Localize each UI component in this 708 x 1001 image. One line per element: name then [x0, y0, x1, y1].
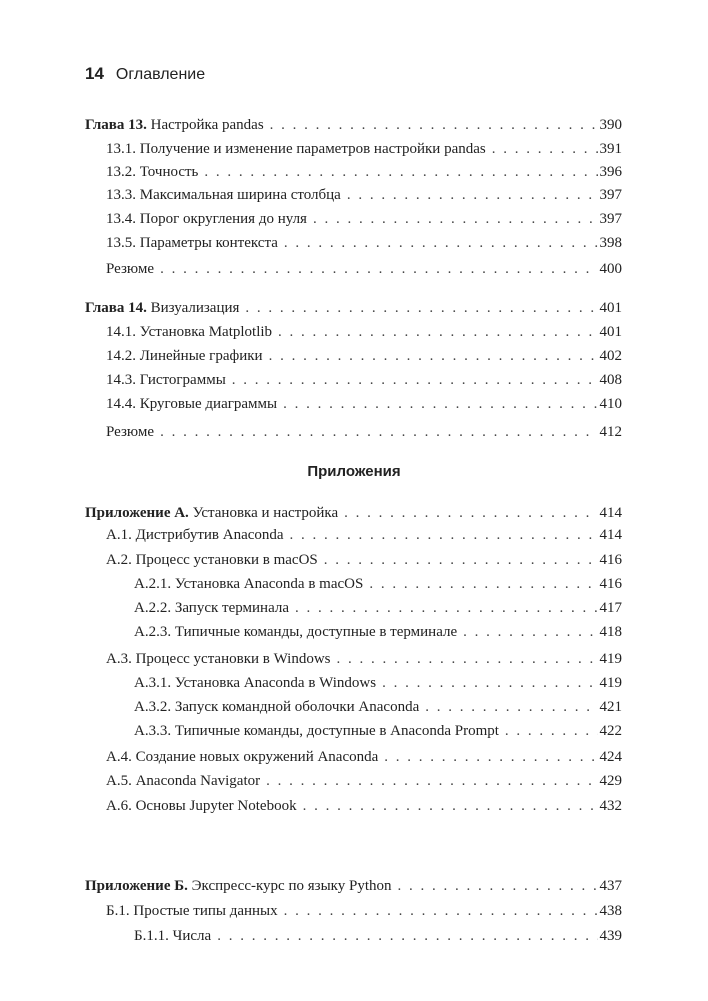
toc-entry[interactable] [134, 672, 622, 694]
toc-entry-title [106, 900, 278, 922]
dot-leader [492, 138, 598, 160]
toc-entry[interactable] [106, 648, 622, 670]
dot-leader [384, 746, 597, 768]
toc-entry-page: 416 [599, 552, 622, 568]
dot-leader [278, 321, 597, 343]
toc-entry[interactable] [134, 621, 622, 643]
toc-entry-title [85, 502, 338, 524]
toc-entry-text: 13.2. Точность [106, 164, 199, 180]
toc-entry[interactable] [106, 321, 622, 343]
toc-entry-page: 397 [599, 211, 622, 227]
toc-entry-page: 414 [599, 505, 622, 521]
toc-entry-page: 414 [599, 527, 622, 543]
toc-entry-title [134, 597, 289, 619]
dot-leader [382, 672, 597, 694]
toc-entry-title [134, 696, 419, 718]
toc-entry-text: Экспресс-курс по языку Python [187, 878, 392, 894]
toc-entry[interactable] [106, 232, 622, 254]
toc-entry[interactable] [106, 393, 622, 415]
toc-entry-text: А.2. Процесс установки в macOS [106, 552, 318, 568]
toc-entry-text: А.2.1. Установка Anaconda в macOS [134, 576, 364, 592]
toc-entry-text: А.2.3. Типичные команды, доступные в терминале [134, 624, 458, 640]
toc-entry-page: 390 [599, 117, 622, 133]
dot-leader [245, 297, 597, 319]
dot-leader [284, 900, 598, 922]
toc-entry[interactable] [106, 421, 622, 443]
toc-entry-text: А.3.2. Запуск командной оболочки Anaconda [134, 699, 420, 715]
toc-entry-page: 418 [599, 624, 622, 640]
dot-leader [397, 875, 597, 897]
toc-entry-title [106, 549, 318, 571]
toc-entry-page: 402 [599, 348, 622, 364]
page-number: 14 [85, 64, 104, 83]
dot-leader [160, 421, 597, 443]
toc-entry-page: 410 [599, 396, 622, 412]
toc-entry[interactable] [134, 925, 622, 947]
toc-entry-title [106, 345, 263, 367]
dot-leader [347, 184, 598, 206]
toc-entry-text: А.5. Anaconda Navigator [106, 773, 261, 789]
toc-entry-text: 13.5. Параметры контекста [106, 235, 278, 251]
toc-entry[interactable] [106, 746, 622, 768]
dot-leader [290, 524, 598, 546]
toc-entry-title [106, 648, 331, 670]
toc-entry-text: Визуализация [146, 300, 240, 316]
toc-entry-text: 13.3. Максимальная ширина столбца [106, 187, 341, 203]
toc-entry-text: Резюме [106, 261, 155, 277]
toc-entry[interactable] [134, 696, 622, 718]
toc-entry-text: 14.3. Гистограммы [106, 372, 226, 388]
toc-entry-text: 14.2. Линейные графики [106, 348, 263, 364]
toc-entry-title [106, 161, 198, 183]
toc-entry-page: 432 [599, 798, 622, 814]
dot-leader [463, 621, 597, 643]
toc-entry-title [106, 138, 486, 160]
dot-leader [160, 258, 597, 280]
toc-entry[interactable] [134, 573, 622, 595]
running-title: Оглавление [115, 66, 206, 83]
toc-entry[interactable] [106, 795, 622, 817]
toc-entry-page: 417 [599, 600, 622, 616]
toc-entry-text: 14.4. Круговые диаграммы [106, 396, 278, 412]
toc-entry-page: 424 [599, 749, 622, 765]
dot-leader [295, 597, 598, 619]
toc-entry-title [106, 184, 341, 206]
toc-entry[interactable] [85, 875, 622, 897]
dot-leader [266, 770, 597, 792]
toc-entry-page: 439 [599, 928, 622, 944]
toc-entry[interactable] [85, 297, 622, 319]
toc-entry-title [85, 297, 239, 319]
toc-entry-label: Глава 14. [85, 300, 147, 316]
dot-leader [204, 161, 597, 183]
toc-entry-page: 421 [599, 699, 622, 715]
toc-entry-page: 396 [599, 164, 622, 180]
toc-entry-text: А.3. Процесс установки в Windows [106, 651, 331, 667]
toc-entry-title [106, 232, 278, 254]
toc-entry-page: 422 [599, 723, 622, 739]
toc-entry-text: А.2.2. Запуск терминала [134, 600, 289, 616]
toc-entry-text: А.3.3. Типичные команды, доступные в Anaconda Prompt [134, 723, 499, 739]
dot-leader [270, 114, 598, 136]
toc-entry[interactable] [106, 184, 622, 206]
toc-entry-page: 401 [599, 300, 622, 316]
dot-leader [313, 208, 598, 230]
toc-entry-title [106, 393, 277, 415]
toc-entry-title [106, 746, 378, 768]
page-header [85, 64, 205, 84]
appendix-section-title: Приложения [307, 463, 401, 480]
dot-leader [337, 648, 598, 670]
toc-entry-title [106, 208, 307, 230]
dot-leader [505, 720, 598, 742]
toc-entry-title [134, 573, 363, 595]
toc-entry-text: Б.1.1. Числа [134, 928, 212, 944]
toc-entry[interactable] [106, 900, 622, 922]
dot-leader [303, 795, 598, 817]
toc-entry-title [134, 720, 499, 742]
dot-leader [369, 573, 597, 595]
toc-entry-text: Резюме [106, 424, 155, 440]
toc-entry-title [106, 258, 154, 280]
toc-entry-text: Настройка pandas [146, 117, 264, 133]
toc-entry[interactable] [134, 597, 622, 619]
toc-entry-page: 416 [599, 576, 622, 592]
toc-entry-title [134, 925, 211, 947]
toc-entry[interactable] [106, 549, 622, 571]
toc-entry[interactable] [106, 161, 622, 183]
toc-entry-title [106, 321, 272, 343]
toc-entry-page: 400 [599, 261, 622, 277]
dot-leader [425, 696, 597, 718]
toc-entry-page: 397 [599, 187, 622, 203]
toc-entry-title [106, 770, 260, 792]
toc-entry-text: А.1. Дистрибутив Anaconda [106, 527, 284, 543]
toc-entry-page: 429 [599, 773, 622, 789]
toc-entry[interactable] [106, 258, 622, 280]
dot-leader [269, 345, 598, 367]
toc-entry-label: Глава 13. [85, 117, 147, 133]
toc-entry-page: 438 [599, 903, 622, 919]
toc-entry[interactable] [106, 524, 622, 546]
toc-entry-label: Приложение Б. [85, 878, 188, 894]
toc-entry-text: А.3.1. Установка Anaconda в Windows [134, 675, 377, 691]
dot-leader [324, 549, 598, 571]
toc-entry-title [106, 524, 284, 546]
toc-entry-title [134, 672, 376, 694]
toc-entry-label: Приложение А. [85, 505, 189, 521]
toc-entry-title [106, 421, 154, 443]
dot-leader [217, 925, 597, 947]
toc-entry-page: 412 [599, 424, 622, 440]
toc-entry-text: Установка и настройка [188, 505, 339, 521]
toc-entry-title [85, 875, 391, 897]
dot-leader [232, 369, 598, 391]
toc-entry[interactable] [106, 138, 622, 160]
toc-entry[interactable] [85, 114, 622, 136]
toc-entry-text: 13.1. Получение и изменение параметров настройки pandas [106, 141, 486, 157]
toc-entry-text: 14.1. Установка Matplotlib [106, 324, 273, 340]
toc-entry-title [134, 621, 457, 643]
toc-entry-title [85, 114, 264, 136]
toc-entry[interactable] [134, 720, 622, 742]
dot-leader [283, 393, 597, 415]
toc-entry[interactable] [106, 369, 622, 391]
toc-entry-page: 401 [599, 324, 622, 340]
toc-entry-page: 419 [599, 651, 622, 667]
toc-entry-page: 408 [599, 372, 622, 388]
toc-entry[interactable] [106, 208, 622, 230]
toc-entry-page: 398 [599, 235, 622, 251]
dot-leader [284, 232, 598, 254]
toc-entry[interactable] [85, 502, 622, 524]
toc-entry-title [106, 795, 297, 817]
toc-entry[interactable] [106, 770, 622, 792]
toc-entry-page: 419 [599, 675, 622, 691]
toc-entry-page: 437 [599, 878, 622, 894]
toc-entry-text: А.6. Основы Jupyter Notebook [106, 798, 297, 814]
toc-entry-text: 13.4. Порог округления до нуля [106, 211, 307, 227]
toc-entry-page: 391 [599, 141, 622, 157]
toc-entry[interactable] [106, 345, 622, 367]
toc-entry-text: А.4. Создание новых окружений Anaconda [106, 749, 379, 765]
toc-entry-title [106, 369, 226, 391]
dot-leader [344, 502, 597, 524]
toc-entry-text: Б.1. Простые типы данных [106, 903, 278, 919]
